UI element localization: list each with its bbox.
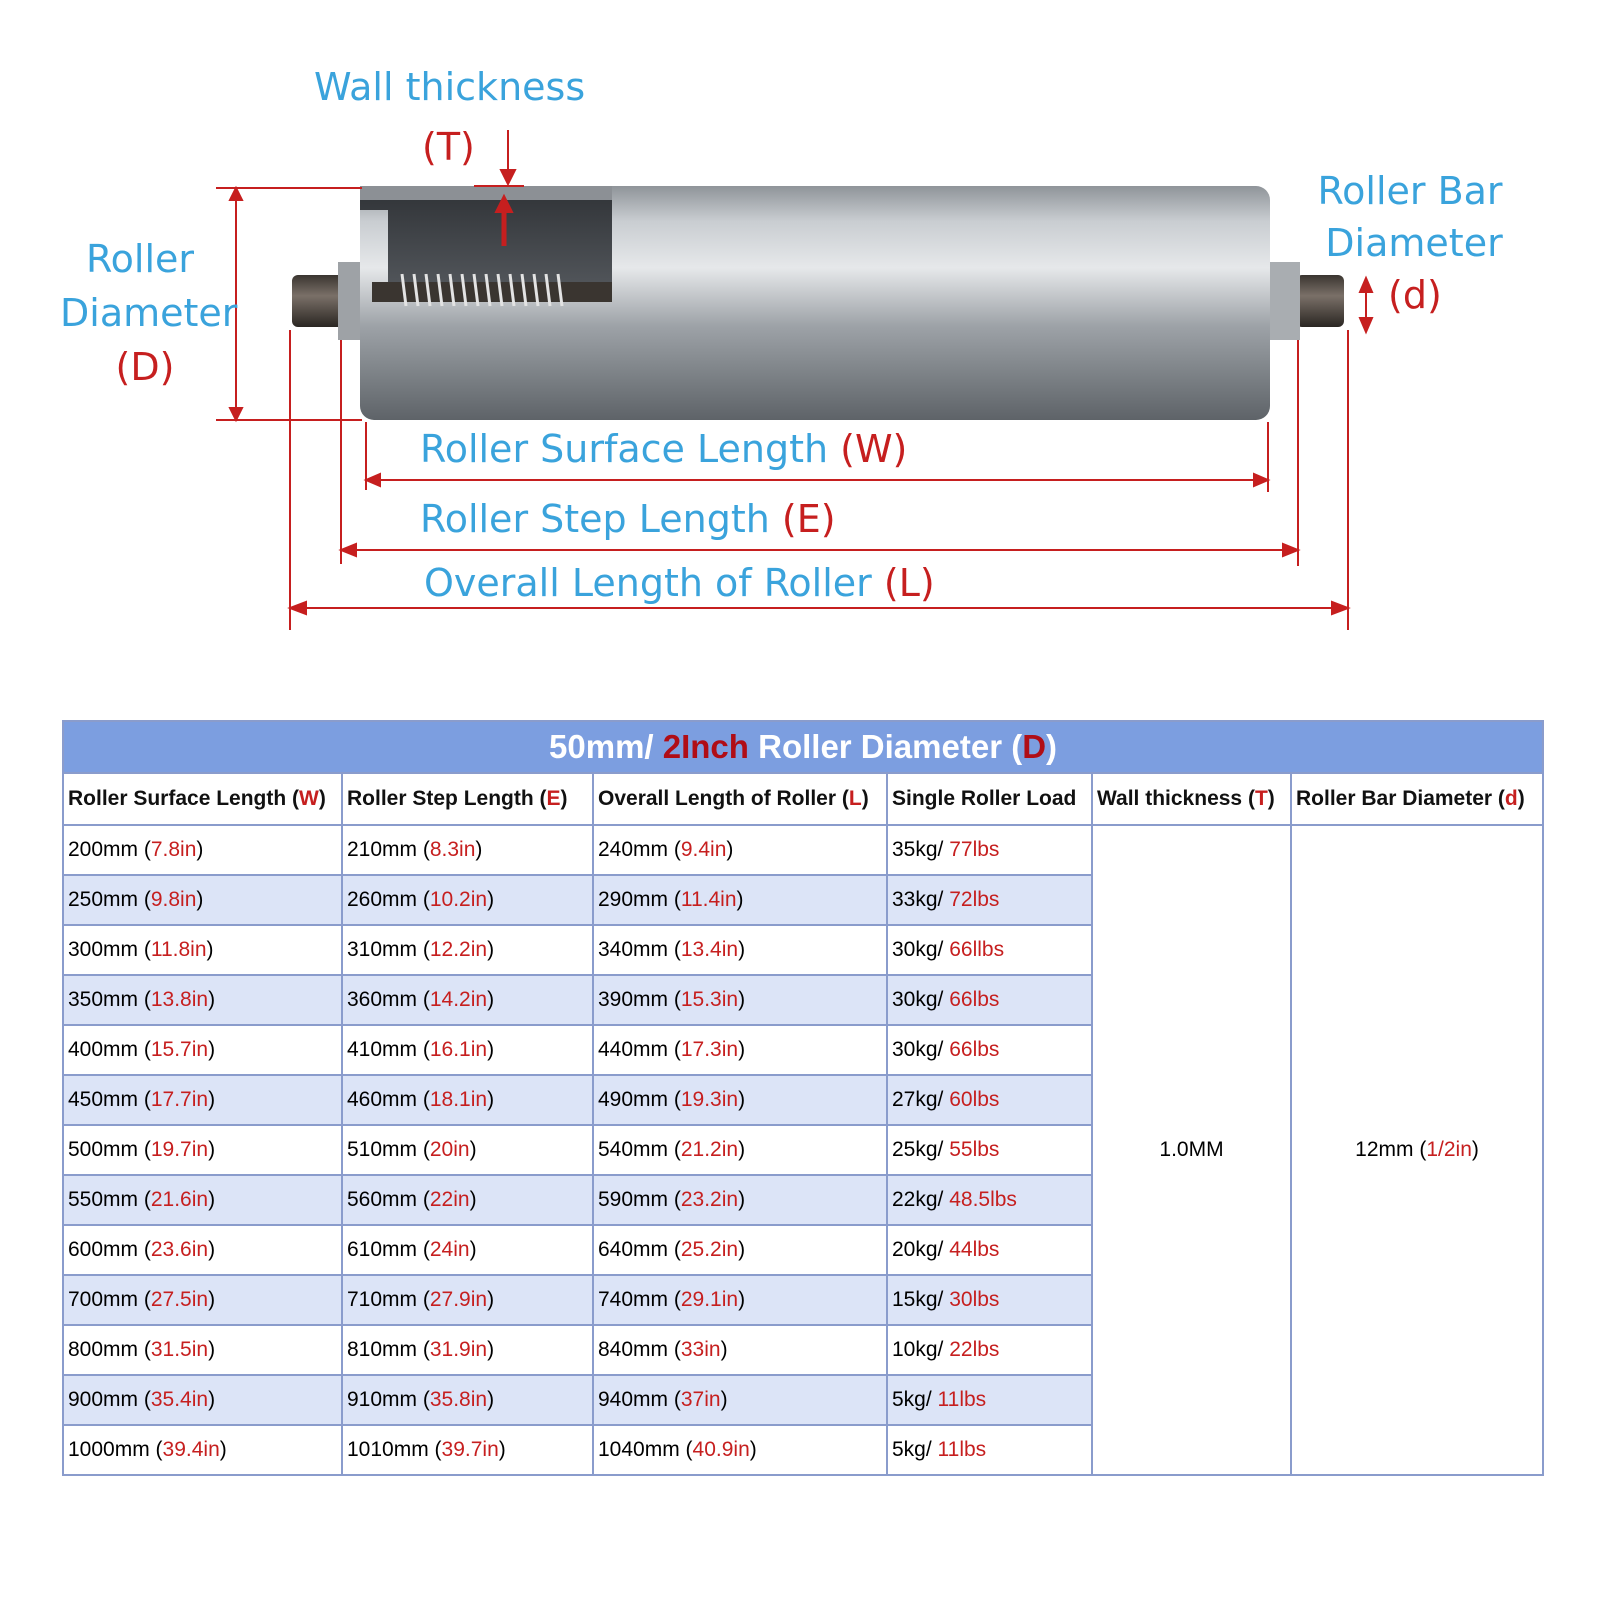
cell-step-length: 360mm (14.2in): [342, 975, 593, 1025]
title-part-d: D: [1022, 728, 1047, 765]
header-step-length: Roller Step Length (E): [342, 773, 593, 825]
cell-step-length: 410mm (16.1in): [342, 1025, 593, 1075]
cell-single-roller-load: 5kg/ 11lbs: [887, 1375, 1092, 1425]
bar-diameter-label-line2: Diameter: [1325, 221, 1503, 265]
title-part-e: ): [1046, 728, 1058, 765]
shaft-right: [1296, 275, 1344, 327]
surface-length-label: [420, 426, 907, 474]
overall-length-symbol: (L): [883, 561, 935, 605]
cell-overall-length: 740mm (29.1in): [593, 1275, 887, 1325]
cell-surface-length: 550mm (21.6in): [63, 1175, 342, 1225]
cell-overall-length: 440mm (17.3in): [593, 1025, 887, 1075]
surface-length-symbol: (W): [840, 427, 908, 471]
cell-overall-length: 640mm (25.2in): [593, 1225, 887, 1275]
cell-step-length: 310mm (12.2in): [342, 925, 593, 975]
cell-step-length: 610mm (24in): [342, 1225, 593, 1275]
cell-surface-length: 350mm (13.8in): [63, 975, 342, 1025]
wall-thickness-symbol: (T): [422, 125, 475, 169]
cell-step-length: 1010mm (39.7in): [342, 1425, 593, 1475]
cell-surface-length: 1000mm (39.4in): [63, 1425, 342, 1475]
surface-length-text: Roller Surface Length: [420, 427, 829, 471]
roller-diameter-label-line2: Diameter: [60, 291, 238, 335]
cell-overall-length: 1040mm (40.9in): [593, 1425, 887, 1475]
cell-single-roller-load: 33kg/ 72lbs: [887, 875, 1092, 925]
cell-single-roller-load: 22kg/ 48.5lbs: [887, 1175, 1092, 1225]
cell-overall-length: 490mm (19.3in): [593, 1075, 887, 1125]
cell-surface-length: 500mm (19.7in): [63, 1125, 342, 1175]
cell-step-length: 510mm (20in): [342, 1125, 593, 1175]
cell-surface-length: 300mm (11.8in): [63, 925, 342, 975]
cell-surface-length: 900mm (35.4in): [63, 1375, 342, 1425]
cell-overall-length: 340mm (13.4in): [593, 925, 887, 975]
spring-rod: [372, 282, 612, 302]
step-length-text: Roller Step Length: [420, 497, 770, 541]
title-part-c: Roller Diameter (: [748, 728, 1023, 765]
cell-step-length: 260mm (10.2in): [342, 875, 593, 925]
cell-single-roller-load: 27kg/ 60lbs: [887, 1075, 1092, 1125]
header-bar-diameter: Roller Bar Diameter (d): [1291, 773, 1543, 825]
cell-step-length: 210mm (8.3in): [342, 825, 593, 875]
cell-step-length: 810mm (31.9in): [342, 1325, 593, 1375]
roller-diameter-symbol: (D): [115, 345, 175, 389]
cell-overall-length: 240mm (9.4in): [593, 825, 887, 875]
cell-step-length: 560mm (22in): [342, 1175, 593, 1225]
title-part-a: 50mm/: [549, 728, 663, 765]
bearing-housing-right: [1266, 262, 1300, 340]
overall-length-text: Overall Length of Roller: [424, 561, 872, 605]
cell-bar-diameter: 12mm (1/2in): [1291, 825, 1543, 1475]
cell-overall-length: 290mm (11.4in): [593, 875, 887, 925]
cell-surface-length: 600mm (23.6in): [63, 1225, 342, 1275]
cell-single-roller-load: 20kg/ 44lbs: [887, 1225, 1092, 1275]
tube-wall-top: [360, 186, 612, 200]
cell-single-roller-load: 25kg/ 55lbs: [887, 1125, 1092, 1175]
cell-overall-length: 390mm (15.3in): [593, 975, 887, 1025]
title-part-b: 2Inch: [662, 728, 749, 765]
cell-single-roller-load: 30kg/ 66lbs: [887, 975, 1092, 1025]
cell-surface-length: 200mm (7.8in): [63, 825, 342, 875]
cell-overall-length: 840mm (33in): [593, 1325, 887, 1375]
header-row: [63, 773, 1543, 825]
table-body: [63, 773, 1543, 1475]
cell-surface-length: 800mm (31.5in): [63, 1325, 342, 1375]
overall-length-label: [424, 560, 935, 608]
header-surface-length: Roller Surface Length (W): [63, 773, 342, 825]
bar-diameter-symbol: (d): [1388, 273, 1442, 317]
cell-single-roller-load: 35kg/ 77lbs: [887, 825, 1092, 875]
cell-single-roller-load: 15kg/ 30lbs: [887, 1275, 1092, 1325]
roller-dimension-diagram: [0, 0, 1600, 660]
header-wall-thickness: Wall thickness (T): [1092, 773, 1291, 825]
cell-single-roller-load: 5kg/ 11lbs: [887, 1425, 1092, 1475]
cell-surface-length: 400mm (15.7in): [63, 1025, 342, 1075]
cell-overall-length: 540mm (21.2in): [593, 1125, 887, 1175]
cell-surface-length: 700mm (27.5in): [63, 1275, 342, 1325]
cell-single-roller-load: 30kg/ 66lbs: [887, 1025, 1092, 1075]
cell-surface-length: 450mm (17.7in): [63, 1075, 342, 1125]
cell-overall-length: 940mm (37in): [593, 1375, 887, 1425]
header-single-roller-load: Single Roller Load: [887, 773, 1092, 825]
table-title: [63, 721, 1543, 773]
cell-overall-length: 590mm (23.2in): [593, 1175, 887, 1225]
table-row: [63, 825, 1543, 875]
cell-step-length: 710mm (27.9in): [342, 1275, 593, 1325]
cell-step-length: 460mm (18.1in): [342, 1075, 593, 1125]
bar-diameter-label-line1: Roller Bar: [1317, 169, 1503, 213]
step-length-label: [420, 496, 836, 544]
roller-diameter-label-line1: Roller: [85, 237, 195, 281]
wall-thickness-label: Wall thickness: [314, 65, 586, 109]
spec-table: [62, 720, 1544, 1476]
cell-wall-thickness: 1.0MM: [1092, 825, 1291, 1475]
cell-step-length: 910mm (35.8in): [342, 1375, 593, 1425]
cell-surface-length: 250mm (9.8in): [63, 875, 342, 925]
step-length-symbol: (E): [781, 497, 836, 541]
cell-single-roller-load: 30kg/ 66llbs: [887, 925, 1092, 975]
header-overall-length: Overall Length of Roller (L): [593, 773, 887, 825]
cell-single-roller-load: 10kg/ 22lbs: [887, 1325, 1092, 1375]
